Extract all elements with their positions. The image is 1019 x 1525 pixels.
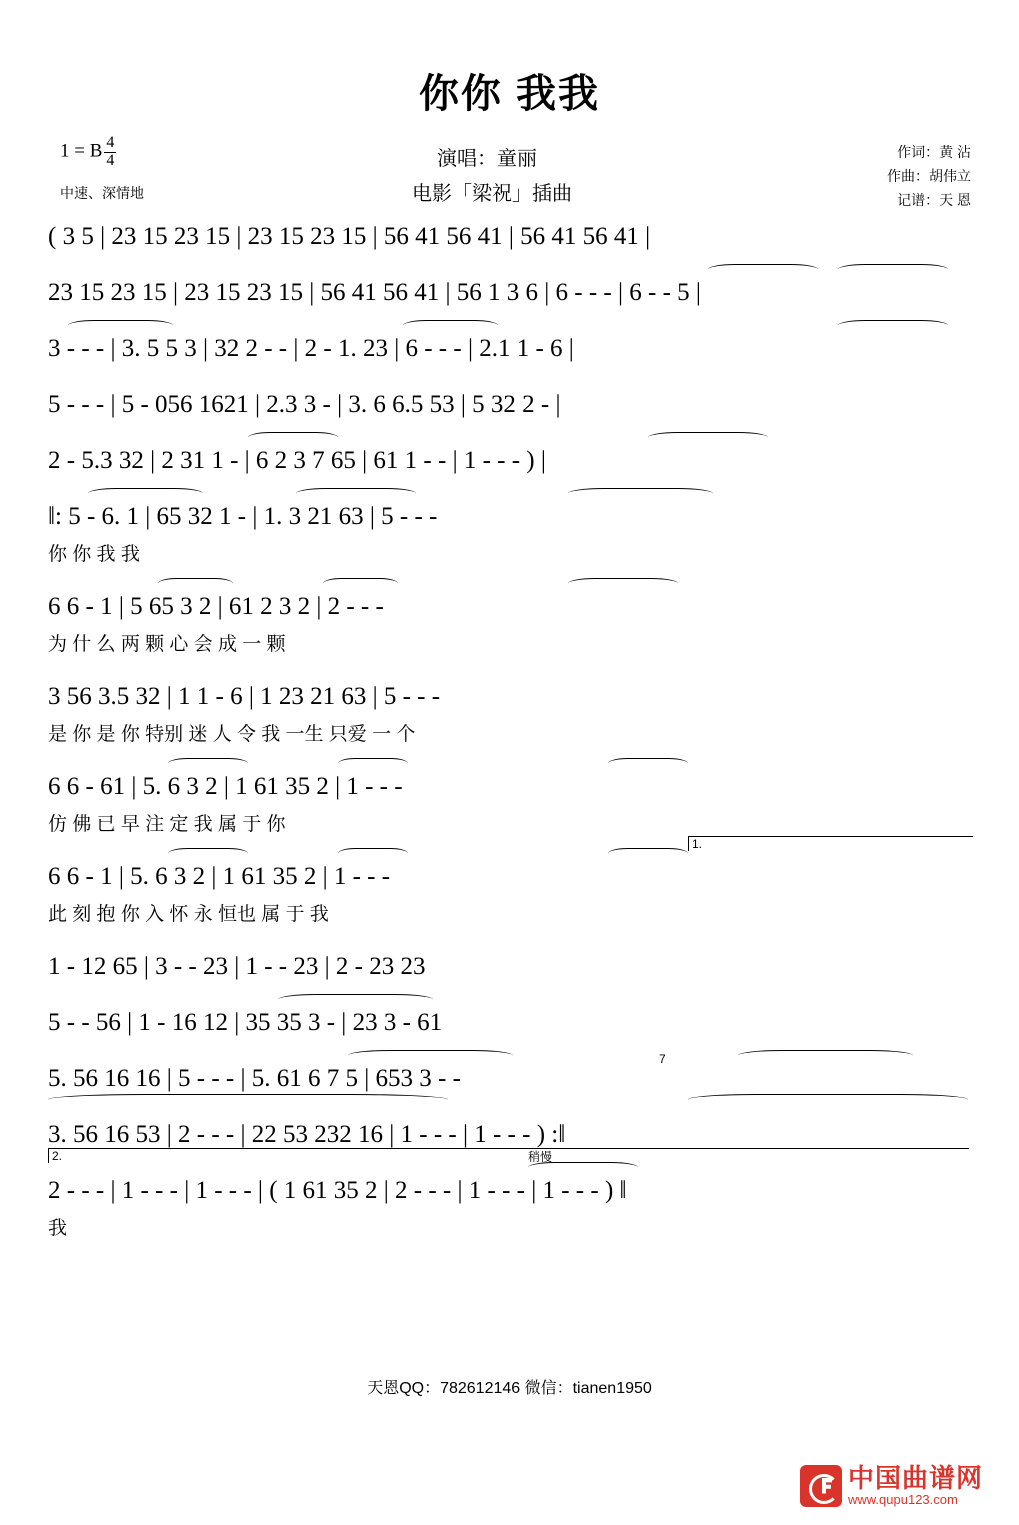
score-line-lyrics: 是 你 是 你 特别 迷 人 令 我 一生 只爱 一 个 (48, 724, 416, 745)
score-line (48, 1000, 972, 1056)
score-line (48, 326, 972, 382)
contact-info: 天恩QQ：782612146 微信：tianen1950 (367, 1380, 652, 1397)
slur (323, 578, 398, 589)
score-line (48, 438, 972, 494)
score-line (48, 584, 972, 674)
slur (568, 488, 713, 499)
time-signature-denominator: 4 (106, 151, 115, 169)
score-line-lyrics: 我 (48, 1218, 68, 1239)
site-watermark (800, 1464, 983, 1507)
time-signature (104, 135, 116, 170)
slur (608, 758, 688, 769)
score-line (48, 837, 972, 944)
score-line-lyrics: 此 刻 抱 你 入 怀 永 恒也 属 于 我 (48, 904, 329, 925)
tempo-marking: 中速、深情地 (60, 185, 144, 201)
score-line (48, 944, 972, 1000)
logo-icon (800, 1465, 842, 1507)
music-staff (48, 214, 972, 1258)
slur (568, 578, 678, 589)
watermark-site-url: www.qupu123.com (847, 1491, 958, 1507)
score-line-notes: 3 - - - | 3. 5 5 3 | 32 2 - - | 2 - 1. 23 | 6 - - - | 2.1 1 - 6 | (48, 335, 574, 362)
slower-marking: 稍慢 (528, 1150, 553, 1164)
score-line-notes: 6 6 - 1 | 5 65 3 2 | 61 2 3 2 | 2 - - - (48, 593, 384, 620)
slur (608, 848, 688, 859)
first-ending-label: 1. (692, 837, 703, 851)
second-ending-label: 2. (52, 1149, 63, 1163)
score-line-notes: 5. 56 16 16 | 5 - - - | 5. 61 6 7 5 | 653 3 - - (48, 1065, 461, 1092)
slur (338, 758, 408, 769)
slur (708, 264, 818, 275)
time-signature-numerator: 4 (106, 134, 115, 151)
slur (648, 432, 768, 443)
score-line (48, 494, 972, 584)
slur (838, 264, 948, 275)
slur (838, 320, 948, 331)
lyricist-credit: 作词：黄 沾 (897, 144, 971, 160)
septuplet-number: 7 (659, 1052, 666, 1066)
score-line (48, 382, 972, 438)
score-line (48, 214, 972, 270)
score-line-notes: ( 3 5 | 23 15 23 15 | 23 15 23 15 | 56 41 56 41 | 56 41 56 41 | (48, 223, 651, 250)
score-line-notes: 3. 56 16 53 | 2 - - - | 22 53 232 16 | 1 - - - | 1 - - - ) :‖ (48, 1121, 566, 1148)
slur (88, 488, 203, 499)
slur (738, 1050, 913, 1061)
score-line-notes: 5 - - - | 5 - 056 1621 | 2.3 3 - | 3. 6 6.5 53 | 5 32 2 - | (48, 391, 561, 418)
film-credit: 电影「梁祝」插曲 (412, 183, 572, 205)
watermark-text (848, 1464, 983, 1507)
score-line-notes: ‖: 5 - 6. 1 | 65 32 1 - | 1. 3 21 63 | 5 - - - (48, 503, 438, 530)
slur (688, 1094, 968, 1105)
score-line (48, 270, 972, 326)
key-signature (60, 135, 116, 170)
first-ending-bracket (688, 836, 973, 851)
slur (48, 1094, 448, 1105)
score-line-notes: 5 - - 56 | 1 - 16 12 | 35 35 3 - | 23 3 - 61 (48, 1009, 443, 1036)
score-line-notes: 2 - - - | 1 - - - | 1 - - - | ( 1 61 35 2 | 2 - - - | 1 - - - | 1 - - - ) ‖ (48, 1177, 627, 1204)
score-line-notes: 6 6 - 1 | 5. 6 3 2 | 1 61 35 2 | 1 - - - (48, 863, 391, 890)
key-label: 1 = B (60, 140, 103, 162)
song-title: 你你 我我 (418, 72, 601, 116)
slur (68, 320, 173, 331)
singer-credit: 演唱：童丽 (437, 148, 537, 170)
slur (528, 1162, 638, 1173)
score-line-lyrics: 你 你 我 我 (48, 544, 140, 565)
slur (296, 488, 416, 499)
slur (338, 848, 408, 859)
credits-block (887, 140, 971, 212)
second-ending-bracket (48, 1148, 969, 1163)
score-line (48, 674, 972, 764)
slur (248, 432, 338, 443)
watermark-site-name: 中国曲谱网 (847, 1463, 983, 1494)
slur (168, 758, 248, 769)
composer-credit: 作曲：胡伟立 (887, 168, 971, 185)
slur (158, 578, 233, 589)
score-line-notes: 3 56 3.5 32 | 1 1 - 6 | 1 23 21 63 | 5 - - - (48, 683, 441, 710)
score-line-notes: 23 15 23 15 | 23 15 23 15 | 56 41 56 41 | 56 1 3 6 | 6 - - - | 6 - - 5 | (48, 279, 701, 306)
score-line-lyrics: 仿 佛 已 早 注 定 我 属 于 你 (48, 814, 286, 835)
slur (278, 994, 433, 1005)
score-line-lyrics: 为 什 么 两 颗 心 会 成 一 颗 (48, 634, 286, 655)
score-line-notes: 6 6 - 61 | 5. 6 3 2 | 1 61 35 2 | 1 - - - (48, 773, 403, 800)
score-line (48, 1149, 972, 1258)
slur (348, 1050, 513, 1061)
score-line-notes: 2 - 5.3 32 | 2 31 1 - | 6 2 3 7 65 | 61 1 - - | 1 - - - ) | (48, 447, 546, 474)
transcriber-credit: 记谱：天 恩 (897, 192, 971, 209)
score-line-notes: 1 - 12 65 | 3 - - 23 | 1 - - 23 | 2 - 23 23 (48, 953, 426, 980)
slur (168, 848, 248, 859)
slur (403, 320, 498, 331)
